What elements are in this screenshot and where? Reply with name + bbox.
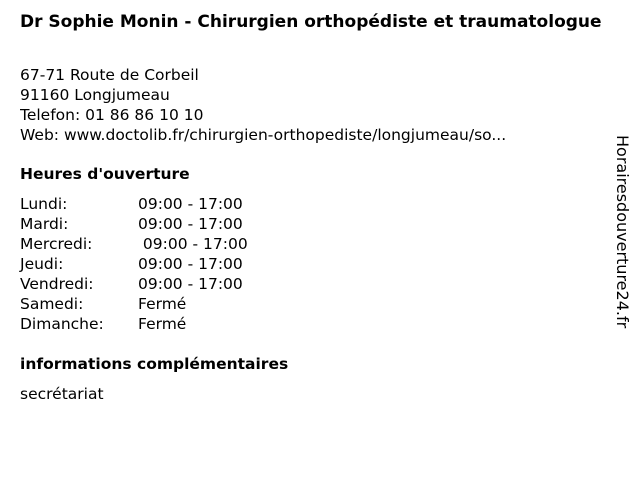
website-link[interactable]: Web: www.doctolib.fr/chirurgien-orthopediste/longjumeau/so... [20, 126, 507, 144]
street-address: 67-71 Route de Corbeil [20, 66, 199, 84]
hours-row-friday [20, 274, 320, 294]
day-label: Mardi: [20, 215, 69, 233]
city-postal-code: 91160 Longjumeau [20, 86, 170, 104]
time-value: 09:00 - 17:00 [138, 215, 243, 233]
day-label: Dimanche: [20, 315, 104, 333]
additional-info-heading: informations complémentaires [20, 355, 289, 373]
page-title: Dr Sophie Monin - Chirurgien orthopédiste et traumatologue [20, 12, 602, 32]
address-block [20, 65, 590, 145]
hours-row-thursday [20, 254, 320, 274]
hours-row-saturday [20, 294, 320, 314]
hours-row-sunday [20, 314, 320, 334]
day-label: Jeudi: [20, 255, 64, 273]
time-value: 09:00 - 17:00 [138, 255, 243, 273]
hours-heading: Heures d'ouverture [20, 165, 190, 183]
time-value: Fermé [138, 315, 187, 333]
day-label: Samedi: [20, 295, 84, 313]
time-value: 09:00 - 17:00 [138, 275, 243, 293]
phone-number: Telefon: 01 86 86 10 10 [20, 106, 204, 124]
hours-row-wednesday [20, 234, 320, 254]
hours-row-monday [20, 194, 320, 214]
site-watermark: Horairesdouverture24.fr [613, 135, 632, 329]
time-value: 09:00 - 17:00 [138, 235, 248, 253]
additional-info-text: secrétariat [20, 385, 104, 403]
day-label: Lundi: [20, 195, 68, 213]
day-label: Mercredi: [20, 235, 93, 253]
time-value: 09:00 - 17:00 [138, 195, 243, 213]
opening-hours-table [20, 194, 320, 334]
day-label: Vendredi: [20, 275, 94, 293]
hours-row-tuesday [20, 214, 320, 234]
time-value: Fermé [138, 295, 187, 313]
